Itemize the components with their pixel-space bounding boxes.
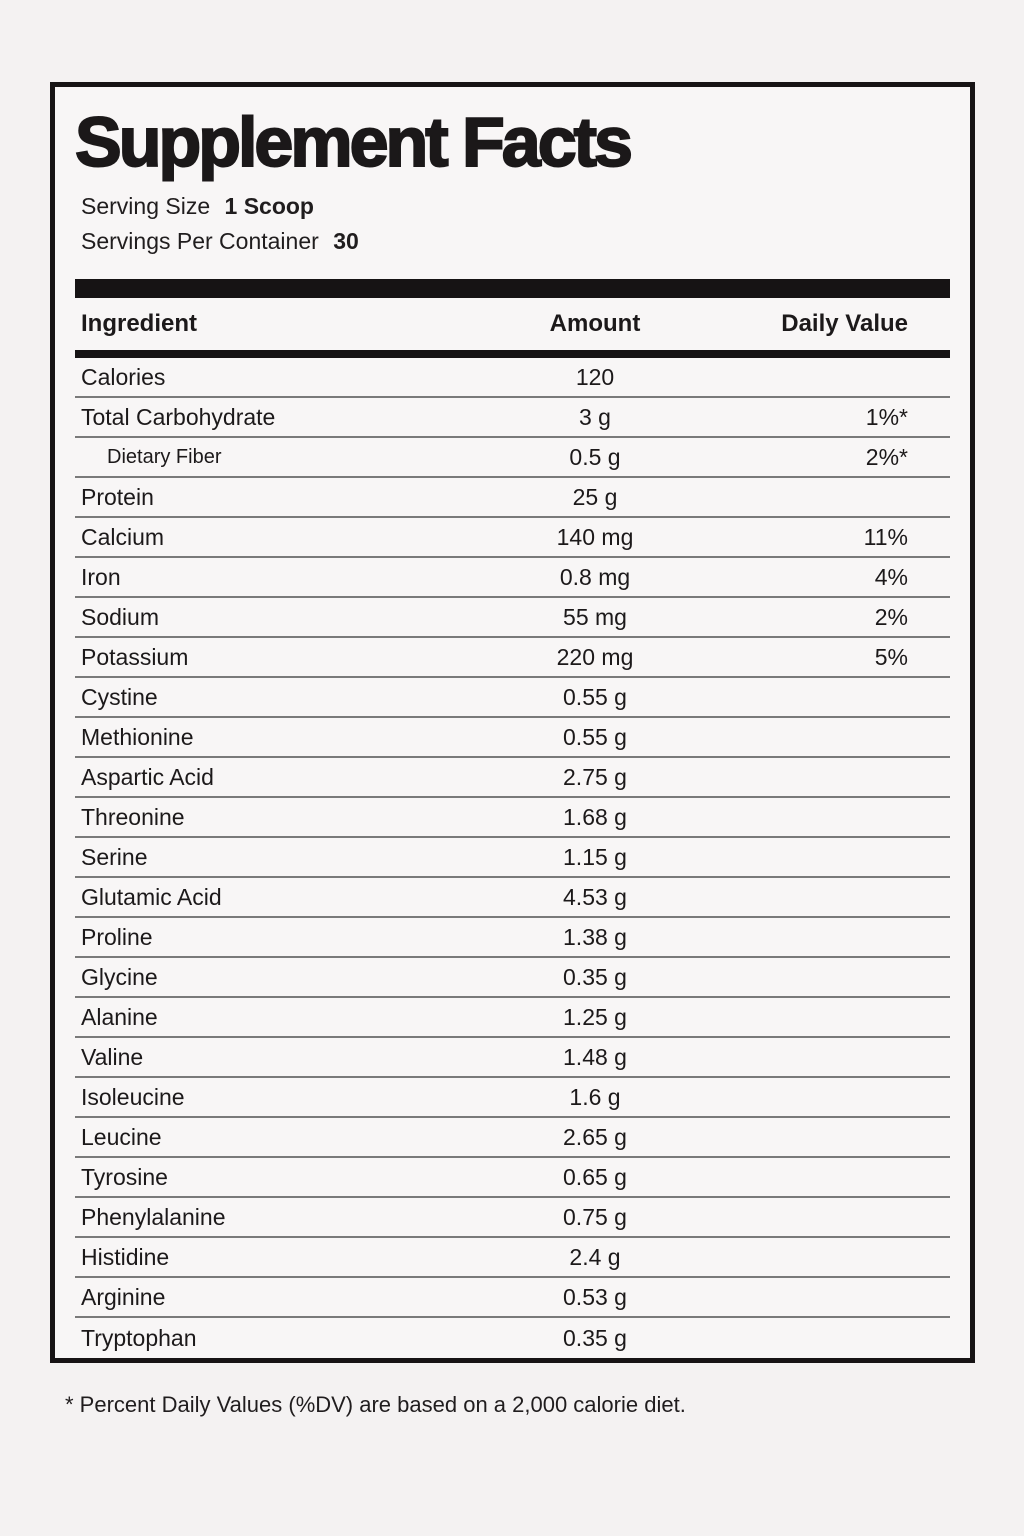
ingredient-name: Methionine (81, 723, 194, 750)
ingredient-amount: 0.35 g (563, 1324, 627, 1351)
ingredient-amount: 0.8 mg (559, 563, 631, 590)
ingredient-name: Histidine (81, 1243, 170, 1270)
ingredient-daily-value: 5% (874, 643, 908, 670)
ingredient-amount: 1.38 g (563, 923, 627, 950)
table-row (75, 1038, 950, 1078)
ingredient-daily-value: 2% (874, 603, 908, 630)
table-row (75, 558, 950, 598)
ingredient-name: Aspartic Acid (81, 763, 214, 790)
ingredient-daily-value: 1%* (865, 403, 908, 430)
ingredient-name: Glycine (81, 963, 158, 990)
table-row (75, 878, 950, 918)
ingredient-name: Tyrosine (81, 1163, 168, 1190)
ingredient-name: Alanine (81, 1003, 158, 1030)
ingredient-amount: 0.65 g (563, 1163, 627, 1190)
ingredient-name: Cystine (81, 683, 158, 710)
table-row (75, 478, 950, 518)
ingredient-amount: 2.4 g (569, 1243, 621, 1270)
ingredient-amount: 25 g (572, 483, 618, 510)
ingredient-name: Valine (81, 1043, 144, 1070)
ingredient-name: Iron (81, 563, 121, 590)
ingredient-name: Sodium (81, 603, 159, 630)
ingredient-amount: 220 mg (556, 643, 634, 670)
serving-size-value: 1 Scoop (224, 193, 314, 219)
panel-title: Supplement Facts (75, 103, 630, 181)
table-row (75, 518, 950, 558)
table-row (75, 358, 950, 398)
table-row (75, 758, 950, 798)
table-row (75, 678, 950, 718)
ingredient-daily-value: 2%* (865, 443, 908, 470)
supplement-facts-panel (50, 82, 975, 1363)
ingredient-amount: 1.68 g (563, 803, 627, 830)
ingredient-amount: 0.5 g (569, 443, 621, 470)
table-row (75, 798, 950, 838)
ingredient-daily-value: 11% (863, 523, 908, 550)
table-row (75, 598, 950, 638)
servings-per-container-value: 30 (333, 228, 359, 254)
table-row (75, 398, 950, 438)
table-row (75, 438, 950, 478)
ingredient-name: Glutamic Acid (81, 883, 222, 910)
table-row (75, 838, 950, 878)
ingredient-amount: 120 (575, 363, 615, 390)
ingredient-name: Threonine (81, 803, 185, 830)
column-header-ingredient: Ingredient (81, 310, 198, 337)
ingredient-amount: 1.15 g (563, 843, 627, 870)
serving-size-label: Serving Size (81, 193, 211, 219)
table-header-rule (75, 350, 950, 358)
table-row (75, 1118, 950, 1158)
table-row (75, 718, 950, 758)
ingredient-name: Potassium (81, 643, 189, 670)
ingredient-amount: 4.53 g (563, 883, 627, 910)
table-row (75, 638, 950, 678)
ingredient-amount: 1.25 g (563, 1003, 627, 1030)
ingredient-name: Serine (81, 843, 148, 870)
ingredient-name: Tryptophan (81, 1324, 197, 1351)
ingredient-amount: 0.55 g (563, 723, 627, 750)
serving-size-line (75, 189, 950, 224)
ingredient-name: Protein (81, 483, 154, 510)
table-row (75, 998, 950, 1038)
ingredient-amount: 0.75 g (563, 1203, 627, 1230)
ingredient-name: Proline (81, 923, 153, 950)
ingredient-name: Total Carbohydrate (81, 403, 276, 430)
table-row (75, 918, 950, 958)
ingredient-name: Dietary Fiber (107, 445, 222, 468)
table-row (75, 1078, 950, 1118)
section-divider-bar (75, 279, 950, 298)
column-header-amount: Amount (549, 310, 641, 337)
servings-per-container-label: Servings Per Container (81, 228, 319, 254)
servings-per-container-line (75, 224, 950, 259)
ingredient-name: Arginine (81, 1283, 166, 1310)
ingredient-amount: 1.48 g (563, 1043, 627, 1070)
table-row (75, 1198, 950, 1238)
ingredient-amount: 2.65 g (563, 1123, 627, 1150)
facts-rows (75, 358, 950, 1358)
ingredient-name: Leucine (81, 1123, 162, 1150)
ingredient-amount: 140 mg (556, 523, 634, 550)
table-header-row (75, 298, 950, 350)
column-header-daily-value: Daily Value (781, 310, 908, 337)
table-row (75, 1318, 950, 1358)
ingredient-name: Calcium (81, 523, 165, 550)
ingredient-amount: 55 mg (563, 603, 627, 630)
table-row (75, 1158, 950, 1198)
ingredient-amount: 0.35 g (563, 963, 627, 990)
ingredient-amount: 1.6 g (569, 1083, 621, 1110)
ingredient-amount: 3 g (579, 403, 611, 430)
ingredient-name: Calories (81, 363, 166, 390)
ingredient-name: Phenylalanine (81, 1203, 226, 1230)
ingredient-amount: 0.55 g (563, 683, 627, 710)
ingredient-amount: 0.53 g (563, 1283, 627, 1310)
daily-value-footnote: * Percent Daily Values (%DV) are based on a 2,000 calorie diet. (65, 1392, 686, 1417)
ingredient-amount: 2.75 g (563, 763, 627, 790)
table-row (75, 958, 950, 998)
ingredient-name: Isoleucine (81, 1083, 185, 1110)
ingredient-daily-value: 4% (874, 563, 908, 590)
table-row (75, 1238, 950, 1278)
table-row (75, 1278, 950, 1318)
